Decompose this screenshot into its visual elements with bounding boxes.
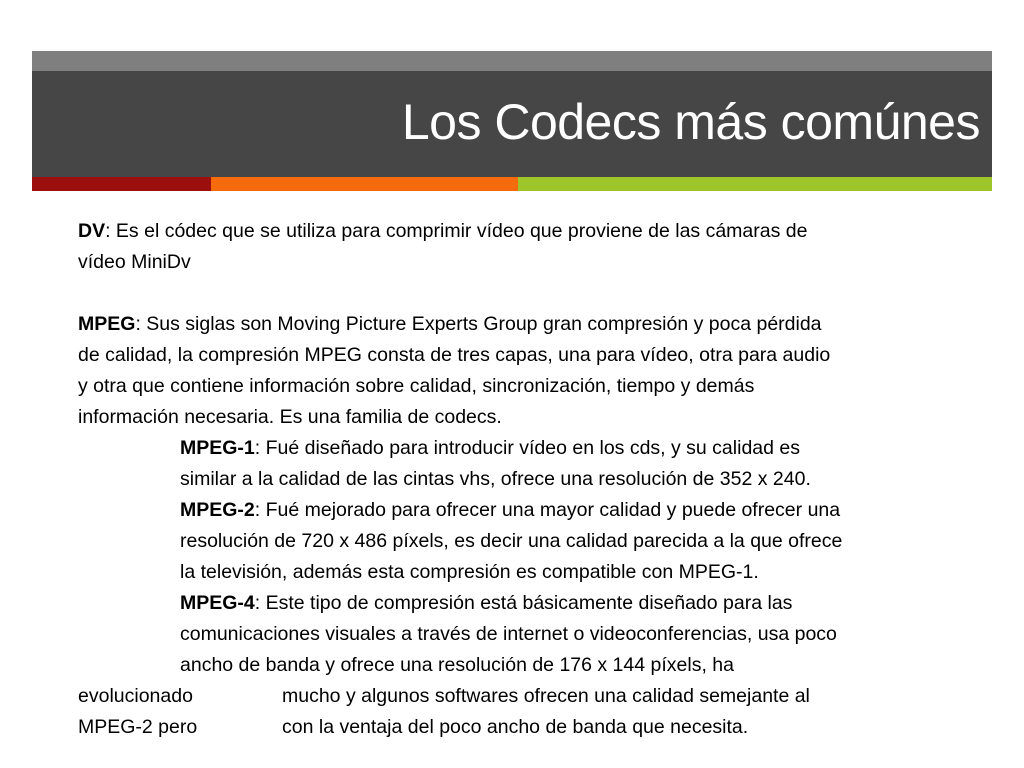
mpeg4-line-4 bbox=[78, 681, 978, 712]
mpeg1-line-2: similar a la calidad de las cintas vhs, ofrece una resolución de 352 x 240. bbox=[180, 468, 811, 490]
accent-segment-orange bbox=[211, 177, 518, 191]
paragraph-spacer bbox=[78, 278, 978, 309]
mpeg4-line-2: comunicaciones visuales a través de internet o videoconferencias, usa poco bbox=[180, 623, 837, 645]
accent-segment-red bbox=[32, 177, 211, 191]
title-band bbox=[32, 71, 992, 177]
dv-paragraph-line-1: DV: Es el códec que se utiliza para comprimir vídeo que proviene de las cámaras de bbox=[78, 220, 808, 242]
mpeg2-term: MPEG-2 bbox=[180, 499, 255, 521]
mpeg1-line-1: MPEG-1: Fué diseñado para introducir vídeo en los cds, y su calidad es bbox=[180, 437, 800, 459]
mpeg4-line-3: ancho de banda y ofrece una resolución de 176 x 144 píxels, ha bbox=[180, 654, 734, 676]
mpeg2-line-1: MPEG-2: Fué mejorado para ofrecer una mayor calidad y puede ofrecer una bbox=[180, 499, 841, 521]
mpeg4-line-5 bbox=[78, 712, 978, 743]
mpeg-paragraph-line-4: información necesaria. Es una familia de codecs. bbox=[78, 406, 502, 428]
mpeg4-line-4-text: mucho y algunos softwares ofrecen una calidad semejante al bbox=[282, 685, 810, 707]
dv-term: DV bbox=[78, 220, 106, 242]
mpeg4-line-1: MPEG-4: Este tipo de compresión está básicamente diseñado para las bbox=[180, 592, 793, 614]
mpeg-paragraph-line-2: de calidad, la compresión MPEG consta de tres capas, una para vídeo, otra para audio bbox=[78, 344, 831, 366]
accent-segment-green bbox=[518, 177, 992, 191]
slide-title: Los Codecs más comúnes bbox=[401, 94, 980, 150]
mpeg2-line-3: la televisión, además esta compresión es compatible con MPEG-1. bbox=[180, 561, 759, 583]
slide-body bbox=[78, 216, 978, 743]
mpeg4-line-5-lead: MPEG-2 pero bbox=[78, 716, 198, 738]
mpeg4-line-5-text: con la ventaja del poco ancho de banda que necesita. bbox=[282, 716, 749, 738]
mpeg4-line-4-lead: evolucionado bbox=[78, 685, 193, 707]
mpeg1-term: MPEG-1 bbox=[180, 437, 255, 459]
mpeg-term: MPEG bbox=[78, 313, 136, 335]
dv-paragraph-line-2: vídeo MiniDv bbox=[78, 251, 191, 273]
mpeg4-term: MPEG-4 bbox=[180, 592, 255, 614]
header-top-band bbox=[32, 51, 992, 71]
mpeg2-line-2: resolución de 720 x 486 píxels, es decir una calidad parecida a la que ofrece bbox=[180, 530, 843, 552]
mpeg-paragraph-line-3: y otra que contiene información sobre calidad, sincronización, tiempo y demás bbox=[78, 375, 755, 397]
accent-bar bbox=[32, 177, 992, 191]
mpeg-paragraph-line-1: MPEG: Sus siglas son Moving Picture Experts Group gran compresión y poca pérdida bbox=[78, 313, 822, 335]
